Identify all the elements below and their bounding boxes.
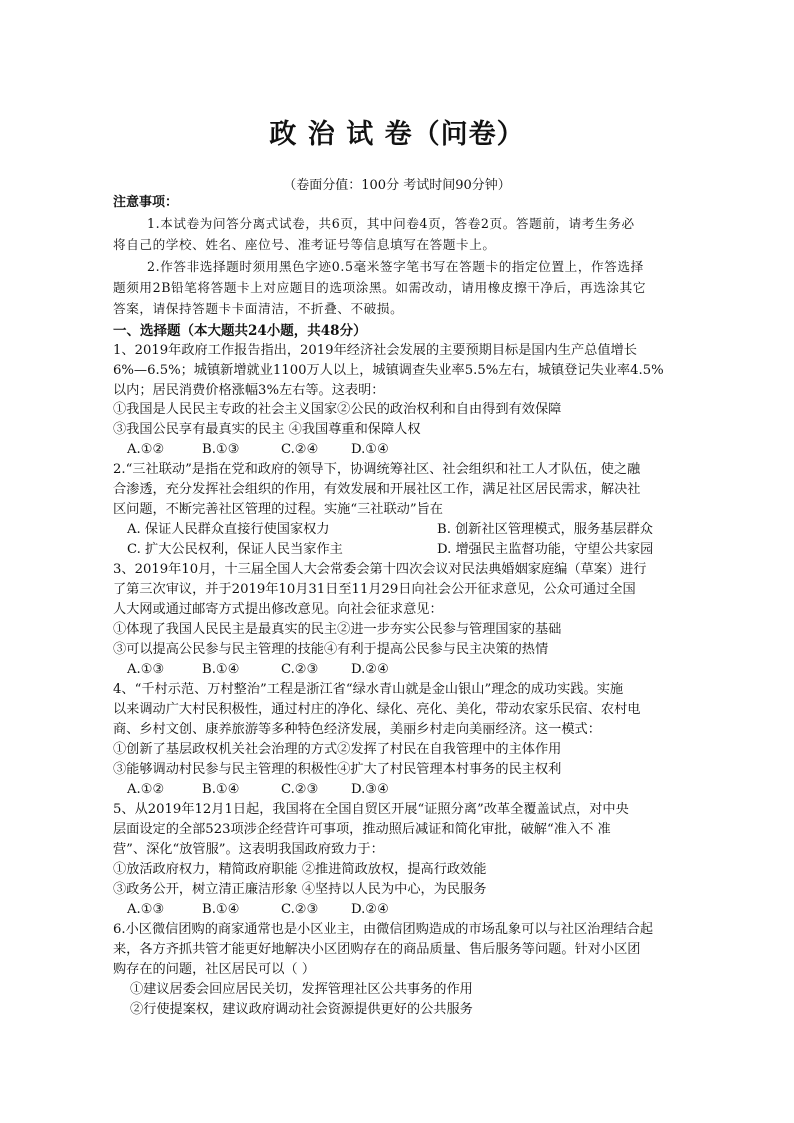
question-6-stem: 来，各方齐抓共管才能更好地解决小区团购存在的商品质量、售后服务等问题。针对小区团	[113, 942, 641, 957]
option-a[interactable]: A. 保证人民群众直接行使国家权力	[127, 522, 330, 537]
question-1-stem: 6%—6.5%；城镇新增就业1100万人以上，城镇调查失业率5.5%左右，城镇登记失业率4.5%	[113, 363, 664, 378]
option-b[interactable]: B.①③	[202, 442, 240, 457]
option-d[interactable]: D.②④	[351, 902, 389, 917]
option-c[interactable]: C.②③	[281, 782, 319, 797]
question-6-stem: 6.小区微信团购的商家通常也是小区业主，由微信团购造成的市场乱象可以与社区治理结合起	[113, 922, 654, 937]
option-c[interactable]: C.②④	[281, 442, 319, 457]
question-2-stem: 合渗透，充分发挥社会组织的作用，有效发展和开展社区工作，满足社区居民需求，解决社	[113, 482, 641, 497]
option-b[interactable]: B.①④	[202, 902, 240, 917]
option-c[interactable]: C. 扩大公民权利，保证人民当家作主	[127, 542, 343, 557]
option-a[interactable]: A.①③	[127, 662, 165, 677]
option-d[interactable]: D. 增强民主监督功能，守望公共家园	[437, 542, 654, 557]
question-3-stem: 3、2019年10月，十三届全国人大会常委会第十四次会议对民法典婚姻家庭编（草案）进行	[113, 562, 647, 577]
question-4-stem: 商、乡村文创、康养旅游等多种特色经济发展，美丽乡村走向美丽经济。这一模式：	[113, 722, 601, 737]
question-3-statement: ③可以提高公民参与民主管理的技能④有利于提高公民参与民主决策的热情	[113, 642, 549, 657]
question-6-stem: 购存在的问题，社区居民可以（ ）	[113, 962, 316, 977]
notice-heading: 注意事项：	[113, 195, 179, 210]
option-d[interactable]: D.②④	[351, 662, 389, 677]
option-c[interactable]: C.②③	[281, 902, 319, 917]
notice-line: 将自己的学校、姓名、座位号、准考证号等信息填写在答题卡上。	[113, 237, 496, 252]
question-4-stem: 以来调动广大村民积极性，通过村庄的净化、绿化、亮化、美化，带动农家乐民宿、农村电	[113, 702, 641, 717]
option-b[interactable]: B. 创新社区管理模式，服务基层群众	[437, 522, 653, 537]
question-1-statement: ③我国公民享有最真实的民主 ④我国尊重和保障人权	[113, 422, 421, 437]
notice-line: 2.作答非选择题时须用黑色字迹0.5毫米签字笔书写在答题卡的指定位置上，作答选择	[147, 259, 644, 274]
question-1-statement: ①我国是人民民主专政的社会主义国家②公民的政治权利和自由得到有效保障	[113, 402, 562, 417]
question-5-statement: ①放活政府权力，精简政府职能 ②推进简政放权，提高行政效能	[113, 862, 487, 877]
question-6-statement: ①建议居委会回应居民关切，发挥管理社区公共事务的作用	[130, 982, 473, 997]
question-3-statement: ①体现了我国人民民主是最真实的民主②进一步夯实公民参与管理国家的基础	[113, 622, 562, 637]
page-title: 政 治 试 卷（问卷）	[269, 119, 525, 150]
question-4-statement: ③能够调动村民参与民主管理的积极性④扩大了村民管理本村事务的民主权利	[113, 762, 562, 777]
section-heading: 一、选择题（本大题共24小题，共48分）	[113, 323, 367, 339]
option-a[interactable]: A.①②	[127, 442, 165, 457]
option-a[interactable]: A.①③	[127, 902, 165, 917]
option-d[interactable]: D.①④	[351, 442, 389, 457]
option-b[interactable]: B.①④	[202, 782, 240, 797]
notice-line: 答案，请保持答题卡卡面清洁，不折叠、不破损。	[113, 301, 404, 316]
question-1-stem: 以内；居民消费价格涨幅3%左右等。这表明：	[113, 383, 385, 398]
question-4-statement: ①创新了基层政权机关社会治理的方式②发挥了村民在自我管理中的主体作用	[113, 742, 562, 757]
option-b[interactable]: B.①④	[202, 662, 240, 677]
question-3-stem: 了第三次审议，并于2019年10月31日至11月29日向社会公开征求意见，公众可通过全国	[113, 582, 636, 597]
question-5-stem: 层面设定的全部523项涉企经营许可事项，推动照后减证和简化审批，破解“准入不 准	[113, 822, 611, 837]
option-a[interactable]: A.①②	[127, 782, 165, 797]
question-3-stem: 人大网或通过邮寄方式提出修改意见。向社会征求意见：	[113, 602, 443, 617]
question-2-stem: 区问题，不断完善社区管理的过程。实施“三社联动”旨在	[113, 502, 443, 517]
question-5-stem: 营”、深化“放管服”。这表明我国政府致力于：	[113, 842, 384, 857]
notice-line: 题须用2B铅笔将答题卡上对应题目的选项涂黑。如需改动，请用橡皮擦干净后，再选涂其它	[113, 280, 647, 295]
option-c[interactable]: C.②③	[281, 662, 319, 677]
question-1-stem: 1、2019年政府工作报告指出，2019年经济社会发展的主要预期目标是国内生产总值增长	[113, 343, 637, 358]
question-5-statement: ③政务公开，树立清正廉洁形象 ④坚持以人民为中心，为民服务	[113, 882, 487, 897]
question-5-stem: 5、从2019年12月1日起，我国将在全国自贸区开展“证照分离”改革全覆盖试点，对中央	[113, 802, 629, 817]
page-subtitle: （卷面分值：100分 考试时间90分钟）	[283, 178, 511, 193]
notice-line: 1.本试卷为问答分离式试卷，共6页，其中问卷4页，答卷2页。答题前，请考生务必	[147, 216, 635, 231]
question-4-stem: 4、“千村示范、万村整治”工程是浙江省“绿水青山就是金山银山”理念的成功实践。实施	[113, 682, 624, 697]
option-d[interactable]: D.③④	[351, 782, 389, 797]
question-6-statement: ②行使提案权，建议政府调动社会资源提供更好的公共服务	[130, 1002, 473, 1017]
question-2-stem: 2.“三社联动”是指在党和政府的领导下，协调统筹社区、社会组织和社工人才队伍，使之融	[113, 462, 641, 477]
